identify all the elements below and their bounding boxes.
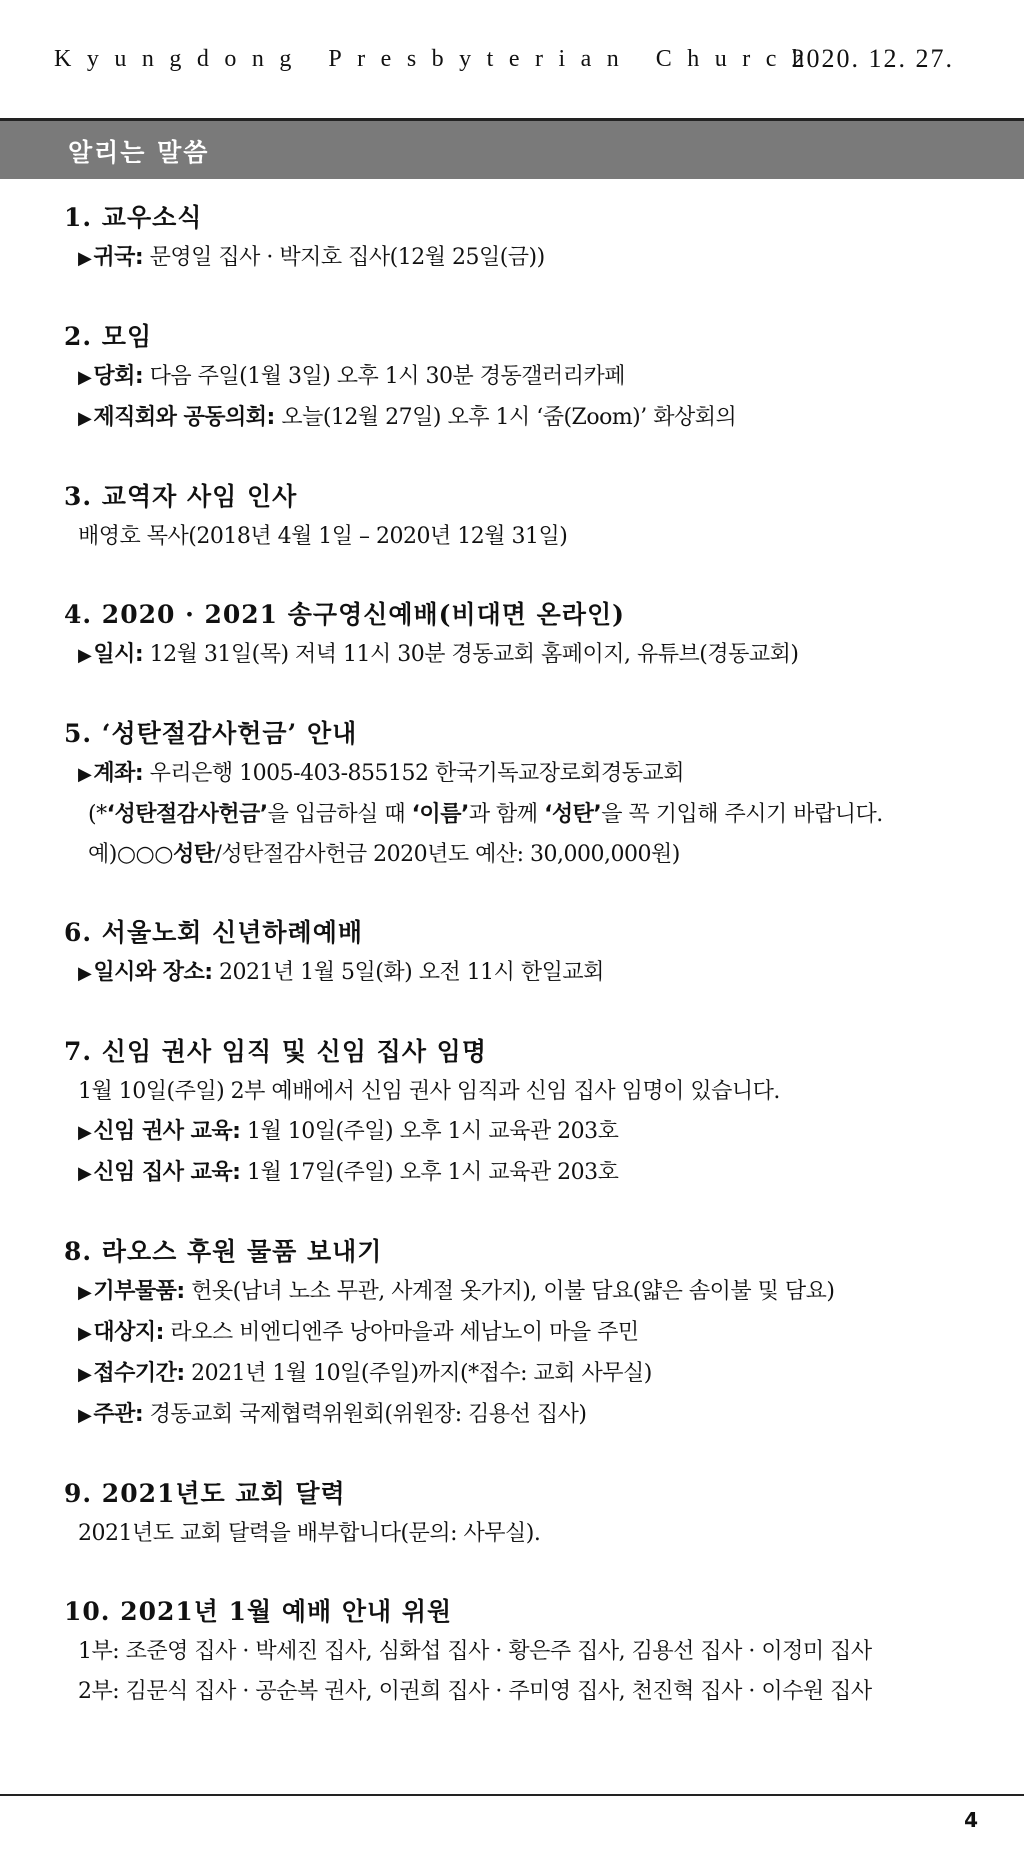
announcement-1 bbox=[64, 198, 984, 279]
line-text: 2021년 1월 5일(화) 오전 11시 한일교회 bbox=[212, 960, 604, 985]
arrow-icon: ▶ bbox=[78, 248, 92, 269]
announcement-line: 배영호 목사(2018년 4월 1일 – 2020년 12월 31일) bbox=[78, 524, 568, 549]
account-number: 우리은행 1005-403-855152 한국기독교장로회경동교회 bbox=[143, 761, 684, 786]
announcement-line bbox=[64, 835, 984, 875]
announcement-line: 1월 10일(주일) 2부 예배에서 신임 권사 임직과 신임 집사 임명이 있습니다. bbox=[78, 1079, 780, 1104]
bold-term: ‘성탄절감사헌금’ bbox=[106, 802, 268, 827]
line-text: 경동교회 국제협력위원회(위원장: 김용선 집사) bbox=[143, 1402, 587, 1427]
line-label: 일시: bbox=[93, 642, 144, 667]
arrow-icon: ▶ bbox=[78, 764, 92, 785]
announcement-8 bbox=[64, 1232, 984, 1436]
line-text: 라오스 비엔디엔주 낭아마을과 세남노이 마을 주민 bbox=[163, 1320, 639, 1345]
line-text: 을 입금하실 때 bbox=[267, 802, 412, 827]
announcement-line: 1부: 조준영 집사 · 박세진 집사, 심화섭 집사 · 황은주 집사, 김용선 집사 · 이정미 집사 bbox=[78, 1639, 872, 1664]
arrow-icon: ▶ bbox=[78, 1282, 92, 1303]
announcement-line bbox=[64, 1354, 984, 1395]
line-text: (* bbox=[88, 802, 107, 827]
bold-term: ‘이름’ bbox=[411, 802, 469, 827]
announcement-line bbox=[64, 398, 984, 439]
page-header bbox=[0, 0, 1024, 118]
footer-divider bbox=[0, 1794, 1024, 1796]
announcement-title: 3. 교역자 사임 인사 bbox=[64, 482, 298, 511]
arrow-icon: ▶ bbox=[78, 1405, 92, 1426]
announcement-title: 6. 서울노회 신년하례예배 bbox=[64, 918, 364, 947]
announcement-2 bbox=[64, 317, 984, 439]
arrow-icon: ▶ bbox=[78, 1122, 92, 1143]
arrow-icon: ▶ bbox=[78, 963, 92, 984]
arrow-icon: ▶ bbox=[78, 1364, 92, 1385]
announcement-line: 2021년도 교회 달력을 배부합니다(문의: 사무실). bbox=[78, 1521, 541, 1546]
line-text: 1월 17일(주일) 오후 1시 교육관 203호 bbox=[240, 1160, 619, 1185]
line-text: 예)○○○ bbox=[88, 842, 173, 867]
line-label: 접수기간: bbox=[93, 1361, 185, 1386]
line-label: 기부물품: bbox=[93, 1279, 185, 1304]
line-label: 주관: bbox=[93, 1402, 144, 1427]
announcement-line bbox=[64, 795, 984, 835]
line-text: 1월 10일(주일) 오후 1시 교육관 203호 bbox=[240, 1119, 619, 1144]
line-text: 헌옷(남녀 노소 무관, 사계절 옷가지), 이불 담요(얇은 솜이불 및 담요) bbox=[184, 1279, 835, 1304]
announcement-title: 2. 모임 bbox=[64, 322, 153, 351]
line-text: 다음 주일(1월 3일) 오후 1시 30분 경동갤러리카페 bbox=[143, 364, 626, 389]
announcement-line bbox=[64, 635, 984, 676]
line-label: 제직회와 공동의회: bbox=[93, 405, 275, 430]
line-label: 신임 집사 교육: bbox=[93, 1160, 241, 1185]
announcements bbox=[64, 198, 984, 1750]
announcement-10 bbox=[64, 1592, 984, 1712]
announcement-line: 2부: 김문식 집사 · 공순복 권사, 이권희 집사 · 주미영 집사, 천진혁 집사 · 이수원 집사 bbox=[78, 1679, 872, 1704]
line-label: 신임 권사 교육: bbox=[93, 1119, 241, 1144]
announcement-title: 5. ‘성탄절감사헌금’ 안내 bbox=[64, 719, 358, 748]
announcement-9 bbox=[64, 1474, 984, 1554]
announcement-line bbox=[64, 238, 984, 279]
line-text: /성탄절감사헌금 2020년도 예산: 30,000,000원) bbox=[214, 842, 680, 867]
line-text: 2021년 1월 10일(주일)까지(*접수: 교회 사무실) bbox=[184, 1361, 652, 1386]
line-text: 과 함께 bbox=[468, 802, 545, 827]
announcement-line bbox=[64, 1395, 984, 1436]
announcement-4 bbox=[64, 595, 984, 676]
announcement-line bbox=[64, 357, 984, 398]
arrow-icon: ▶ bbox=[78, 408, 92, 429]
arrow-icon: ▶ bbox=[78, 645, 92, 666]
banner-title: 알리는 말씀 bbox=[68, 138, 210, 167]
announcement-line bbox=[64, 1272, 984, 1313]
announcement-title: 9. 2021년도 교회 달력 bbox=[64, 1479, 346, 1508]
announcement-line bbox=[64, 1313, 984, 1354]
announcement-line bbox=[64, 754, 984, 795]
line-text: 12월 31일(목) 저녁 11시 30분 경동교회 홈페이지, 유튜브(경동교회) bbox=[143, 642, 799, 667]
line-text: 문영일 집사 · 박지호 집사(12월 25일(금)) bbox=[143, 245, 545, 270]
announcement-title: 8. 라오스 후원 물품 보내기 bbox=[64, 1237, 383, 1266]
bold-term: 성탄 bbox=[172, 842, 215, 867]
announcement-line bbox=[64, 1153, 984, 1194]
bold-term: ‘성탄’ bbox=[544, 802, 602, 827]
arrow-icon: ▶ bbox=[78, 1163, 92, 1184]
section-banner bbox=[0, 121, 1024, 179]
line-text: 을 꼭 기입해 주시기 바랍니다. bbox=[601, 802, 883, 827]
arrow-icon: ▶ bbox=[78, 1323, 92, 1344]
arrow-icon: ▶ bbox=[78, 367, 92, 388]
line-label: 당회: bbox=[93, 364, 144, 389]
announcement-title: 1. 교우소식 bbox=[64, 203, 203, 232]
bulletin-date: 2020. 12. 27. bbox=[791, 44, 954, 73]
announcement-title: 10. 2021년 1월 예배 안내 위원 bbox=[64, 1597, 453, 1626]
announcement-6 bbox=[64, 913, 984, 994]
announcement-7 bbox=[64, 1032, 984, 1194]
line-label: 일시와 장소: bbox=[93, 960, 213, 985]
announcement-title: 4. 2020 · 2021 송구영신예배(비대면 온라인) bbox=[64, 600, 625, 629]
line-text: 오늘(12월 27일) 오후 1시 ‘줌(Zoom)’ 화상회의 bbox=[274, 405, 737, 430]
announcement-line bbox=[64, 953, 984, 994]
announcement-3 bbox=[64, 477, 984, 557]
announcement-5 bbox=[64, 714, 984, 875]
church-name: Kyungdong Presbyterian Church bbox=[54, 46, 820, 72]
announcement-title: 7. 신임 권사 임직 및 신임 집사 임명 bbox=[64, 1037, 487, 1066]
line-label: 계좌: bbox=[93, 761, 144, 786]
page-number: 4 bbox=[964, 1808, 978, 1832]
announcement-line bbox=[64, 1112, 984, 1153]
line-label: 귀국: bbox=[93, 245, 144, 270]
line-label: 대상지: bbox=[93, 1320, 164, 1345]
